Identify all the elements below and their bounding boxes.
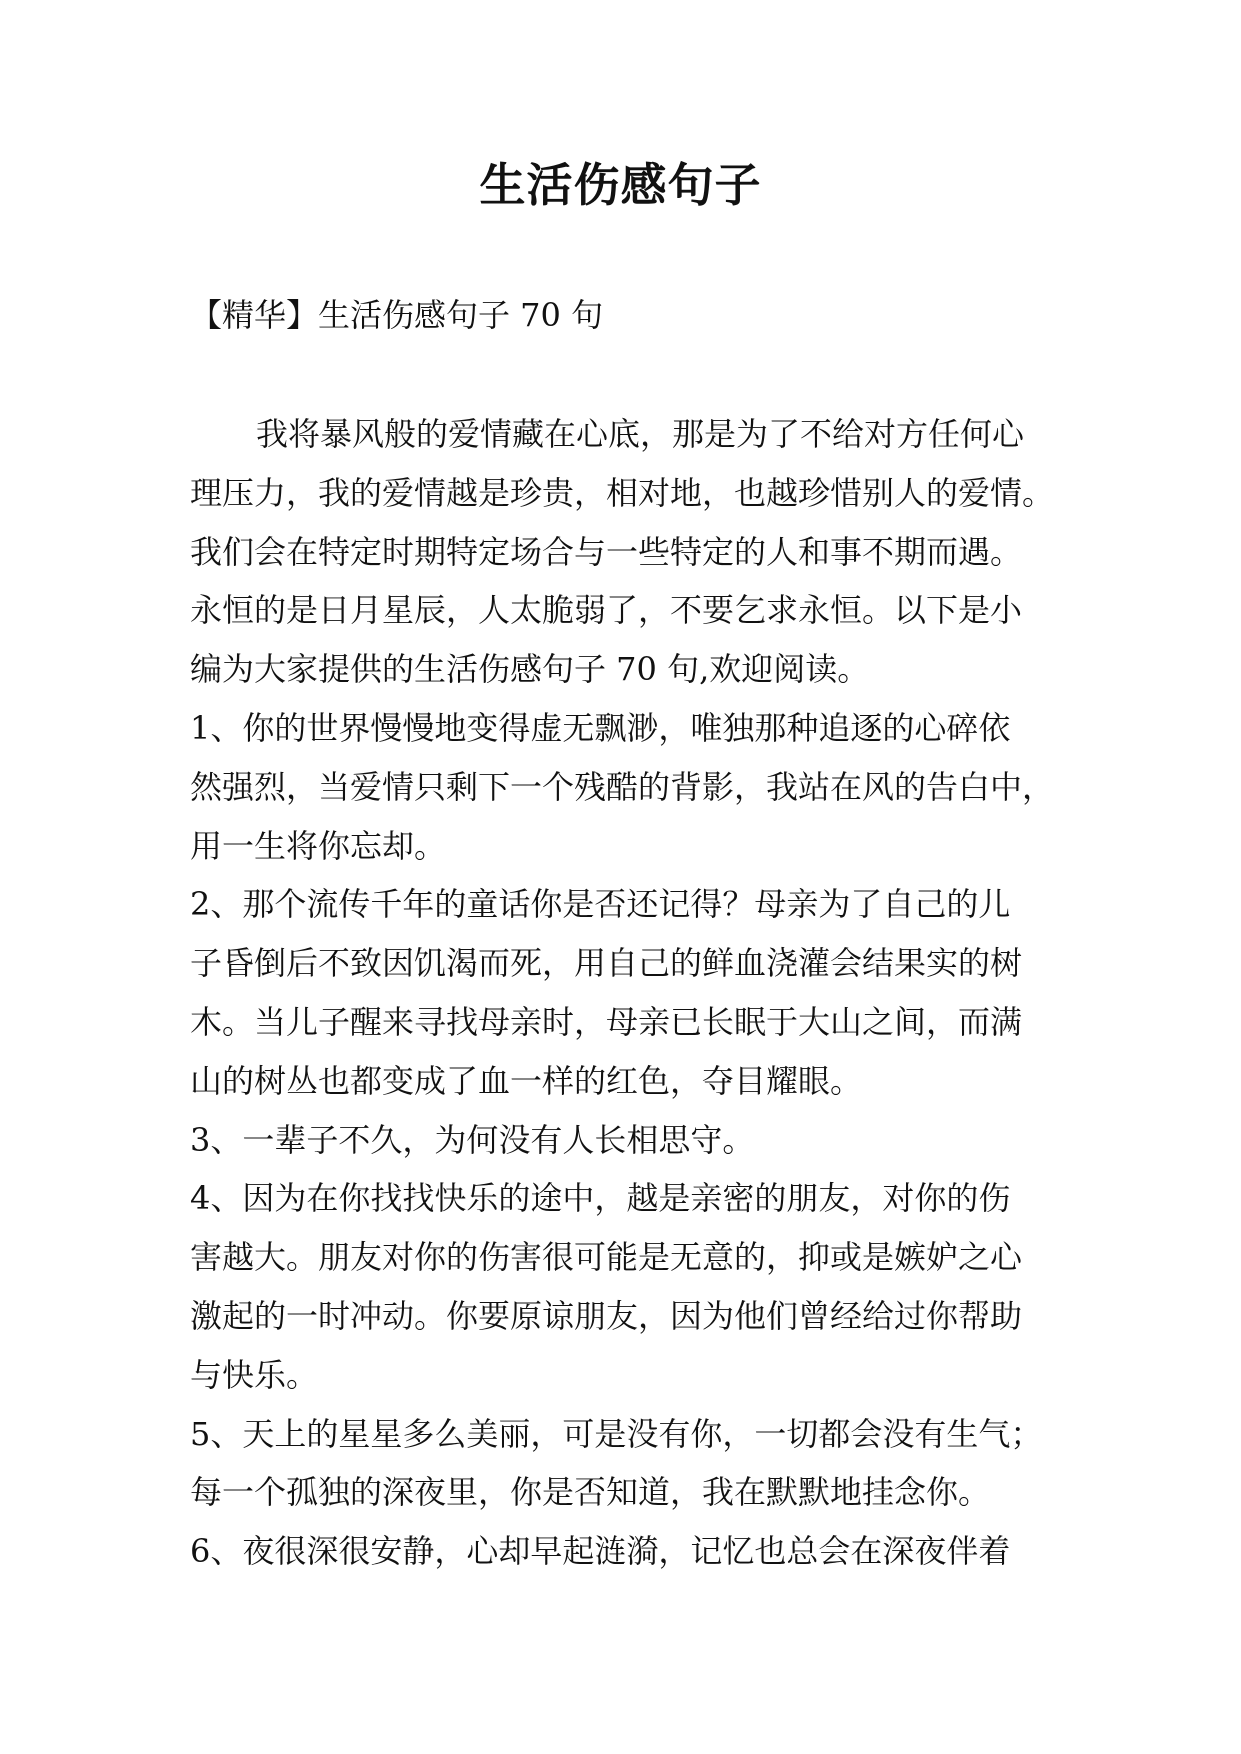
body-line: 然强烈，当爱情只剩下一个残酷的背影，我站在风的告白中， xyxy=(190,767,1055,806)
document-title: 生活伤感句子 xyxy=(479,158,762,212)
document-body xyxy=(190,405,1070,1581)
body-line: 6、夜很深很安静，心却早起涟漪，记忆也总会在深夜伴着 xyxy=(190,1532,1011,1571)
body-line: 用一生将你忘却。 xyxy=(190,826,447,865)
body-line: 我将暴风般的爱情藏在心底，那是为了不给对方任何心 xyxy=(256,415,1025,453)
body-line: 木。当儿子醒来寻找母亲时，母亲已长眠于大山之间，而满 xyxy=(190,1002,1023,1041)
body-line: 子昏倒后不致因饥渴而死，用自己的鲜血浇灌会结果实的树 xyxy=(190,944,1023,983)
body-line: 3、一辈子不久，为何没有人长相思守。 xyxy=(190,1120,755,1159)
body-line: 编为大家提供的生活伤感句子 70 句,欢迎阅读。 xyxy=(190,650,870,689)
body-line: 2、那个流传千年的童话你是否还记得？母亲为了自己的儿 xyxy=(190,885,1011,924)
body-line: 激起的一时冲动。你要原谅朋友，因为他们曾经给过你帮助 xyxy=(190,1296,1023,1335)
body-line: 我们会在特定时期特定场合与一些特定的人和事不期而遇。 xyxy=(190,532,1023,571)
body-line: 5、天上的星星多么美丽，可是没有你，一切都会没有生气； xyxy=(190,1414,1043,1453)
body-line: 害越大。朋友对你的伤害很可能是无意的，抑或是嫉妒之心 xyxy=(190,1238,1023,1277)
body-line: 永恒的是日月星辰，人太脆弱了，不要乞求永恒。以下是小 xyxy=(190,591,1023,630)
body-line: 每一个孤独的深夜里，你是否知道，我在默默地挂念你。 xyxy=(190,1473,991,1512)
body-line: 4、因为在你找找快乐的途中，越是亲密的朋友，对你的伤 xyxy=(190,1179,1011,1218)
body-line: 与快乐。 xyxy=(190,1355,319,1394)
document-subtitle: 【精华】生活伤感句子 70 句 xyxy=(190,296,604,334)
body-line: 山的树丛也都变成了血一样的红色，夺目耀眼。 xyxy=(190,1061,863,1100)
body-line: 1、你的世界慢慢地变得虚无飘渺，唯独那种追逐的心碎依 xyxy=(190,708,1011,747)
body-line: 理压力，我的爱情越是珍贵，相对地，也越珍惜别人的爱情。 xyxy=(190,473,1055,512)
